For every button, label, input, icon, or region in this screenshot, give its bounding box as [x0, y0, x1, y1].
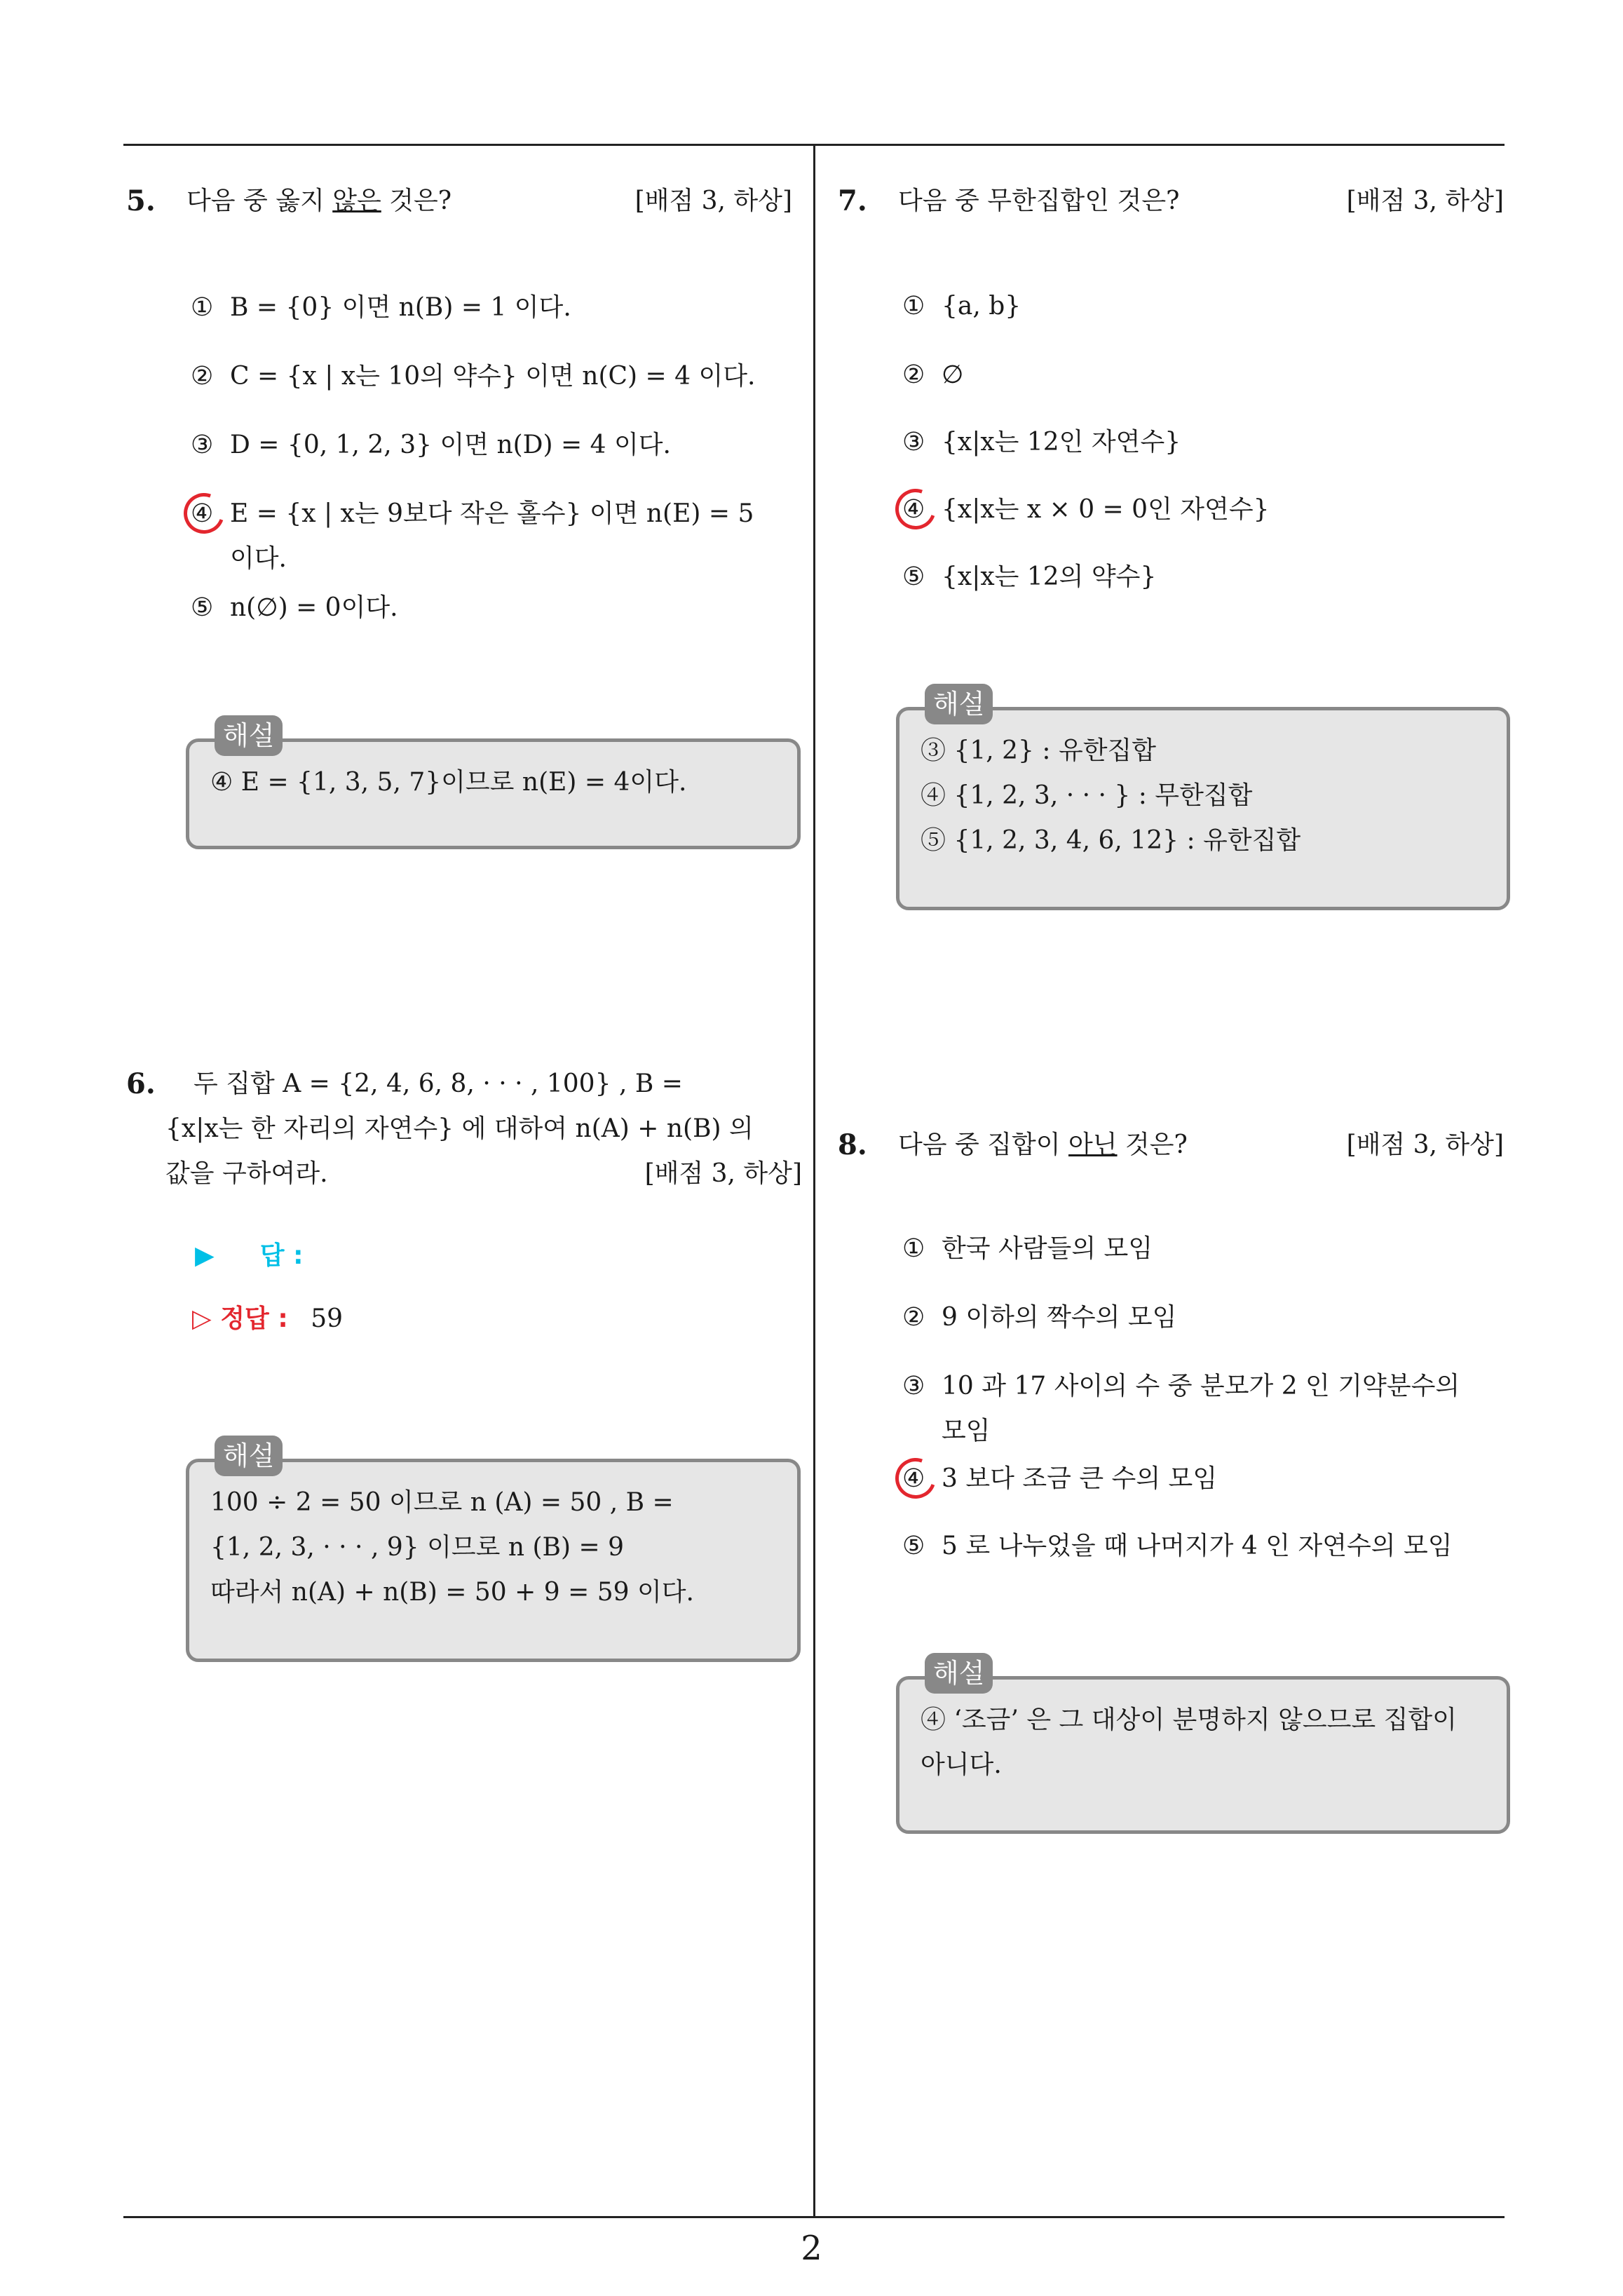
question-8: [838, 1123, 1504, 1572]
option-2[interactable]: ② ∅: [902, 360, 964, 389]
explanation-line: 따라서 n(A) + n(B) = 50 + 9 = 59 이다.: [210, 1578, 694, 1607]
explanation-tag: 해설: [215, 715, 283, 756]
option-1[interactable]: ① {a, b}: [902, 292, 1021, 320]
question-stem-line: 두 집합 A = {2, 4, 6, 8, · · · , 100} , B =: [193, 1069, 683, 1098]
question-stem-line: {x|x는 한 자리의 자연수} 에 대하여 n(A) + n(B) 의: [165, 1114, 754, 1143]
bottom-rule: [123, 2216, 1505, 2218]
option-4[interactable]: ④ {x|x는 x × 0 = 0인 자연수}: [902, 495, 1270, 524]
explanation-box-q6: [186, 1440, 801, 1662]
option-5[interactable]: ⑤ {x|x는 12의 약수}: [902, 562, 1157, 591]
option-1[interactable]: ① B = {0} 이면 n(B) = 1 이다.: [191, 293, 571, 322]
correct-answer-label: 정답 :: [220, 1304, 288, 1333]
option-5[interactable]: ⑤ n(∅) = 0이다.: [191, 593, 398, 622]
explanation-line: ⑤ {1, 2, 3, 4, 6, 12} : 유한집합: [921, 826, 1301, 855]
correct-answer-row: [192, 1299, 343, 1335]
option-4[interactable]: ④ E = {x | x는 9보다 작은 홀수} 이면 n(E) = 5 이다.: [191, 499, 754, 573]
play-arrow-icon: ▶: [195, 1241, 215, 1270]
explanation-line: 아니다.: [921, 1750, 1002, 1779]
option-4[interactable]: ④ 3 보다 조금 큰 수의 모임: [902, 1464, 1218, 1493]
question-number: 5.: [126, 184, 156, 217]
option-1[interactable]: ① 한국 사람들의 모임: [902, 1234, 1153, 1263]
explanation-tag: 해설: [925, 684, 993, 724]
question-7: [838, 179, 1504, 600]
explanation-line: ④ E = {1, 3, 5, 7}이므로 n(E) = 4이다.: [210, 768, 687, 797]
explanation-tag: 해설: [925, 1653, 993, 1694]
explanation-box-q7: [896, 689, 1510, 910]
question-stem-line: 값을 구하여라.: [165, 1159, 328, 1188]
question-stem: 다음 중 옳지 않은 것은?: [186, 187, 452, 215]
answer-label: 답 :: [259, 1241, 304, 1270]
question-score: [배점 3, 하상]: [1346, 1130, 1504, 1159]
question-score: [배점 3, 하상]: [634, 187, 792, 215]
question-5: [126, 179, 792, 670]
page-number: 2: [801, 2229, 822, 2268]
correct-answer-value: 59: [311, 1304, 344, 1333]
explanation-line: ③ {1, 2} : 유한집합: [921, 736, 1157, 765]
question-number: 8.: [838, 1128, 867, 1161]
explanation-line: ④ {1, 2, 3, · · · } : 무한집합: [921, 781, 1253, 810]
explanation-tag: 해설: [215, 1436, 283, 1476]
option-5[interactable]: ⑤ 5 로 나누었을 때 나머지가 4 인 자연수의 모임: [902, 1532, 1453, 1560]
outline-arrow-icon: ▷: [192, 1304, 212, 1333]
explanation-box-q8: [896, 1658, 1510, 1834]
explanation-line: ④ ‘조금’ 은 그 대상이 분명하지 않으므로 집합이: [921, 1706, 1457, 1734]
question-score: [배점 3, 하상]: [1346, 187, 1504, 215]
explanation-box-q5: [186, 720, 801, 849]
option-3[interactable]: ③ {x|x는 12인 자연수}: [902, 428, 1181, 457]
explanation-line: 100 ÷ 2 = 50 이므로 n (A) = 50 , B =: [210, 1488, 674, 1517]
question-stem: 다음 중 무한집합인 것은?: [898, 187, 1180, 215]
question-number: 6.: [126, 1067, 156, 1100]
question-number: 7.: [838, 184, 867, 217]
option-3[interactable]: ③ D = {0, 1, 2, 3} 이면 n(D) = 4 이다.: [191, 431, 671, 459]
option-3[interactable]: ③ 10 과 17 사이의 수 중 분모가 2 인 기약분수의 모임: [902, 1372, 1460, 1445]
option-2[interactable]: ② 9 이하의 짝수의 모임: [902, 1303, 1177, 1332]
question-score: [배점 3, 하상]: [644, 1159, 802, 1188]
answer-row: [195, 1236, 304, 1271]
option-2[interactable]: ② C = {x | x는 10의 약수} 이면 n(C) = 4 이다.: [191, 362, 756, 391]
question-stem: 다음 중 집합이 아닌 것은?: [898, 1130, 1188, 1159]
explanation-line: {1, 2, 3, · · · , 9} 이므로 n (B) = 9: [210, 1533, 624, 1562]
column-divider: [813, 145, 815, 2217]
